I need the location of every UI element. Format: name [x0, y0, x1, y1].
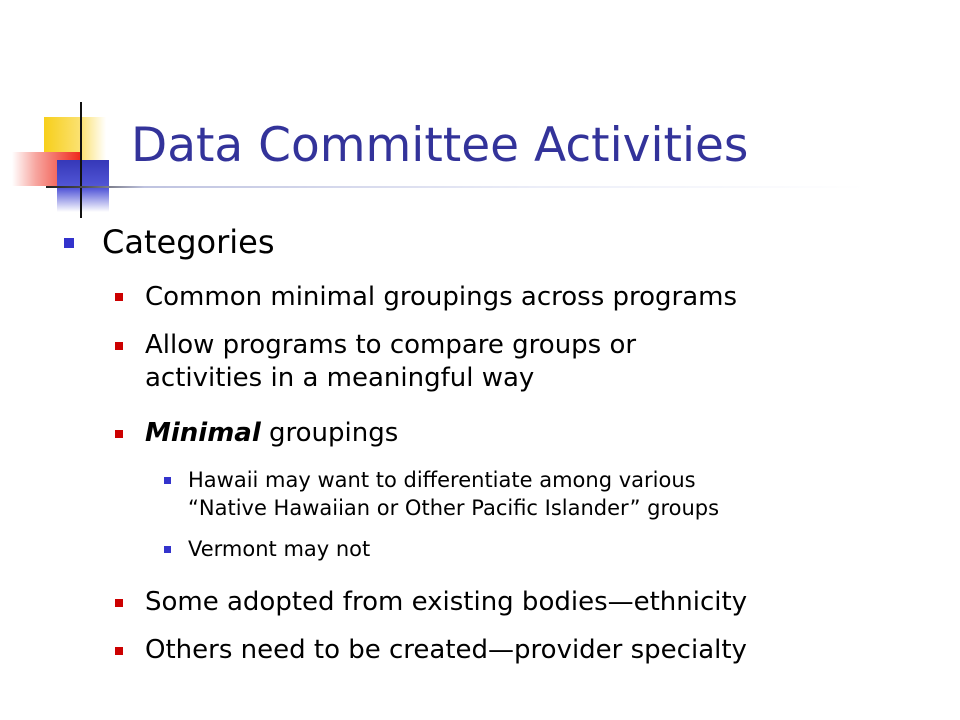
slide-title: Data Committee Activities — [131, 118, 749, 173]
bullet-allow-programs-line2: activities in a meaningful way — [145, 363, 535, 393]
minimal-rest: groupings — [260, 418, 399, 448]
bullet-minimal-groupings — [145, 417, 398, 449]
bullet-level2-marker — [115, 342, 123, 350]
bullet-common-groupings: Common minimal groupings across programs — [145, 282, 738, 312]
vertical-rule-decoration — [80, 102, 82, 218]
title-underline-rule — [46, 186, 866, 188]
bullet-level1-marker — [64, 238, 74, 248]
minimal-emphasis: Minimal — [145, 418, 261, 448]
bullet-adopted-ethnicity: Some adopted from existing bodies—ethnicity — [145, 587, 748, 617]
bullet-level3-marker — [164, 477, 171, 484]
bullet-hawaii-line1: Hawaii may want to differentiate among various — [188, 468, 696, 492]
bullet-allow-programs-line1: Allow programs to compare groups or — [145, 330, 637, 360]
bullet-categories: Categories — [102, 223, 275, 261]
bullet-level2-marker — [115, 293, 123, 301]
bullet-level2-marker — [115, 647, 123, 655]
bullet-level2-marker — [115, 430, 123, 438]
bullet-level3-marker — [164, 546, 171, 553]
bullet-vermont: Vermont may not — [188, 537, 371, 561]
bullet-others-provider-specialty: Others need to be created—provider specialty — [145, 635, 747, 665]
bullet-hawaii-line2: “Native Hawaiian or Other Pacific Islander” groups — [188, 496, 720, 520]
bullet-level2-marker — [115, 599, 123, 607]
